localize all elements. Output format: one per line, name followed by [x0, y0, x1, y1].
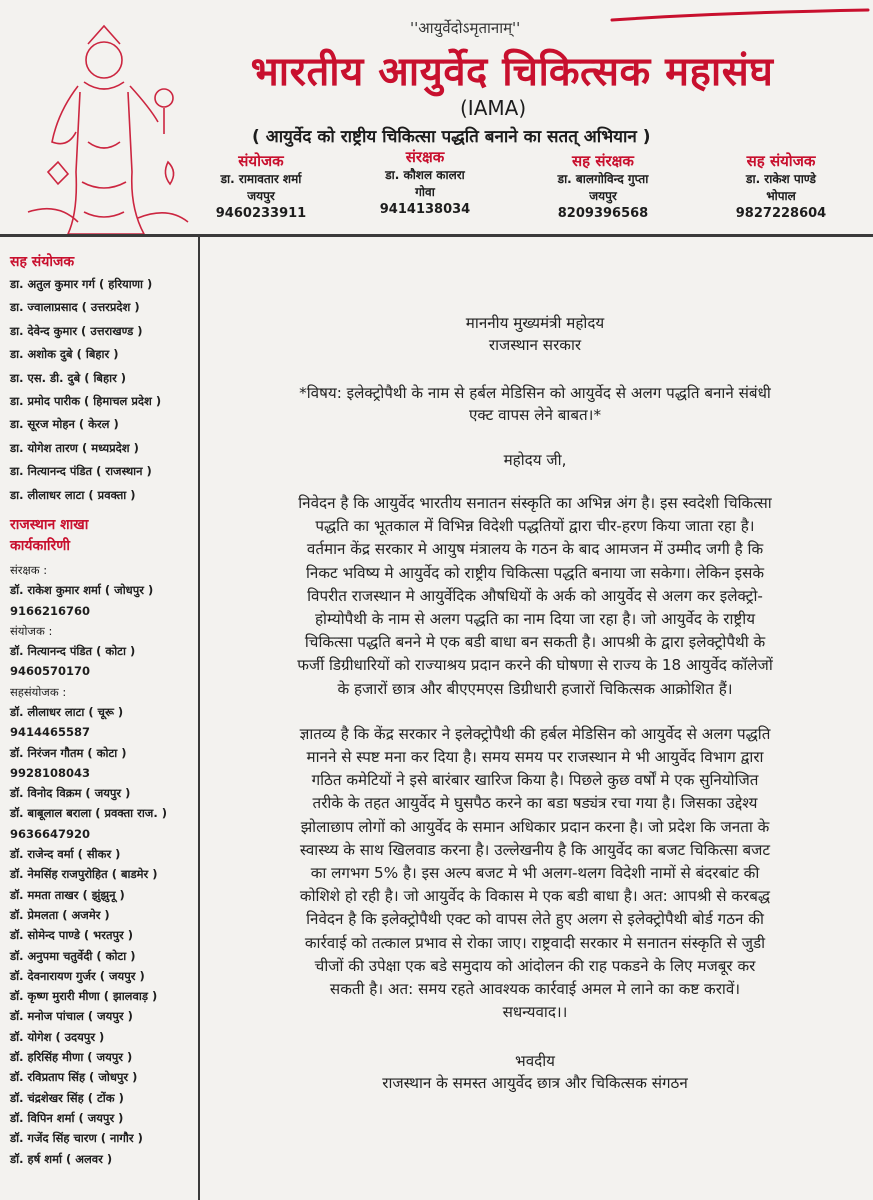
organization-title: भारतीय आयुर्वेद चिकित्सक महासंघ: [250, 49, 774, 95]
executive-member: डॉ. हर्ष शर्मा ( अलवर ): [10, 1151, 113, 1166]
organization-abbreviation: (IAMA): [460, 96, 527, 120]
officer-phone: 8209396568: [557, 206, 649, 221]
executive-member: 9166216760: [10, 603, 91, 618]
executive-member: 9460570170: [10, 664, 91, 679]
paragraph-line: सकती है। अत: समय रहते आवश्यक कार्रवाई अमल मे लाने का कष्ट करावें।: [329, 980, 741, 999]
executive-member: 9636647920: [10, 826, 91, 841]
co-convener-list: [10, 277, 196, 511]
paragraph-line: चीजों की उपेक्षा एक बडे समुदाय को आंदोलन की राह पकडने के लिए मजबूर कर: [314, 956, 756, 975]
officer-role: संरक्षक: [405, 148, 445, 166]
sidebar-divider: [198, 237, 200, 1200]
executive-role-label: संयोजक :: [10, 623, 53, 638]
paragraph-1: [205, 492, 865, 701]
thanks: सधन्यवाद।।: [502, 1003, 568, 1022]
officer-name: डा. रामावतार शर्मा: [220, 172, 302, 186]
co-convener-member: डा. प्रमोद पारीक ( हिमाचल प्रदेश ): [10, 393, 162, 408]
executive-member: डॉ. अनुपमा चतुर्वेदी ( कोटा ): [10, 948, 136, 963]
paragraph-line: निवेदन है कि आयुर्वेद भारतीय सनातन संस्कृति का अभिन्न अंग है। इस स्वदेशी चिकित्सा: [298, 494, 772, 512]
paragraph-line: निकट भविष्य मे आयुर्वेद को राष्ट्रीय चिकित्सा पद्धति बनाया जा सकेगा। लेकिन इसके: [305, 563, 765, 582]
salutation: महोदय जी,: [503, 451, 567, 469]
sidebar: [10, 252, 196, 1172]
executive-member: डॉ. प्रेमलता ( अजमेर ): [10, 907, 110, 922]
officer-name: डा. कौशल कालरा: [385, 168, 465, 182]
officer-convener: [186, 152, 336, 222]
executive-member: डॉ. नेमसिंह राजपुरोहित ( बाडमेर ): [10, 867, 158, 882]
officer-co-convener: [706, 152, 856, 222]
paragraph-line: कोशिशे हो रही है। जो आयुर्वेद के विकास मे एक बडी बाधा है। अत: आपश्री से करबद्ध: [299, 887, 771, 906]
executive-member: डॉ. निरंजन गौतम ( कोटा ): [10, 745, 127, 760]
executive-role-label: सहसंयोजक :: [10, 684, 67, 699]
letter-body: [205, 312, 865, 1094]
addressee: [205, 312, 865, 356]
paragraph-2: [205, 723, 865, 1001]
paragraph-line: का लगभग 5% है। इस अल्प बजट मे भी अलग-थलग विदेशी नामों से बंदरबांट की: [310, 864, 760, 883]
motto: ''आयुर्वेदोऽमृतानाम्'': [410, 19, 521, 37]
co-convener-member: डा. सूरज मोहन ( केरल ): [10, 417, 119, 432]
paragraph-line: निवेदन है कि इलेक्ट्रोपैथी एक्ट को वापस लेते हुए अलग से इलेक्ट्रोपैथी बोर्ड गठन की: [306, 910, 764, 929]
officer-role: सह संरक्षक: [572, 152, 634, 170]
executive-member: डॉ. विनोद विक्रम ( जयपुर ): [10, 786, 131, 801]
co-convener-member: डा. देवेन्द कुमार ( उत्तराखण्ड ): [10, 323, 143, 338]
co-convener-member: डा. एस. डी. दुबे ( बिहार ): [10, 370, 127, 385]
deity-illustration: [18, 22, 198, 238]
officer-city: गोवा: [415, 185, 435, 199]
officer-role: सह संयोजक: [746, 152, 816, 170]
co-convener-heading: सह संयोजक: [10, 254, 75, 270]
paragraph-line: फर्जी डिग्रीधारियों को राज्याश्रय प्रदान करने की घोषणा से राज्य के 18 आयुर्वेद कॉलेजों: [297, 656, 773, 675]
executive-list: [10, 563, 196, 1172]
co-convener-member: डा. नित्यानन्द पंडित ( राजस्थान ): [10, 464, 152, 479]
executive-member: डॉ. राजेन्द वर्मा ( सीकर ): [10, 847, 121, 862]
executive-member: डॉ. कृष्ण मुरारी मीणा ( झालवाड़ ): [10, 989, 158, 1004]
paragraph-line: वर्तमान केंद्र सरकार मे आयुष मंत्रालय के गठन के बाद आमजन में उम्मीद जगी है कि: [306, 540, 764, 559]
officer-city: भोपाल: [766, 189, 796, 203]
executive-member: डॉ. नित्यानन्द पंडित ( कोटा ): [10, 644, 136, 659]
paragraph-line: के हजारों छात्र और बीएएमएस डिग्रीधारी हजारों चिकित्सक आक्रोशित हैं।: [337, 679, 733, 698]
co-convener-member: डा. ज्वालाप्रसाद ( उत्तरप्रदेश ): [10, 300, 140, 315]
paragraph-line: चिकित्सा पद्धति बनने मे एक बडी बाधा बन सकती है। आपश्री के द्वारा इलेक्ट्रोपैथी के: [304, 633, 766, 652]
officer-city: जयपुर: [589, 189, 617, 203]
co-convener-member: डा. अशोक दुबे ( बिहार ): [10, 347, 119, 362]
header-divider: [0, 234, 873, 237]
executive-member: डॉ. देवनारायण गुर्जर ( जयपुर ): [10, 968, 145, 983]
officer-co-patron: [528, 152, 678, 222]
executive-member: डॉ. राकेश कुमार शर्मा ( जोधपुर ): [10, 583, 154, 598]
co-convener-member: डा. योगेश तारण ( मध्यप्रदेश ): [10, 440, 139, 455]
executive-member: डॉ. गजेंद सिंह चारण ( नागौर ): [10, 1131, 143, 1146]
executive-member: डॉ. मनोज पांचाल ( जयपुर ): [10, 1009, 133, 1024]
subject-line: *विषय: इलेक्ट्रोपैथी के नाम से हर्बल मेडिसिन को आयुर्वेद से अलग पद्धति बनाने संबंधी: [299, 384, 771, 402]
branch-heading: [10, 515, 196, 557]
officer-name: डा. राकेश पाण्डे: [746, 172, 816, 186]
co-convener-member: डा. लीलाधर लाटा ( प्रवक्ता ): [10, 487, 136, 502]
paragraph-line: मानने से स्पष्ट मना कर दिया है। समय समय पर राजस्थान मे भी आयुर्वेद विभाग द्वारा: [306, 748, 764, 767]
red-pen-mark: [610, 8, 870, 22]
addressee-line: माननीय मुख्यमंत्री महोदय: [465, 314, 605, 332]
executive-member: डॉ. ममता ताखर ( झुंझुनू ): [10, 887, 125, 902]
branch-heading-line: राजस्थान शाखा: [10, 516, 89, 533]
executive-member: डॉ. लीलाधर लाटा ( चूरू ): [10, 704, 124, 719]
addressee-line: राजस्थान सरकार: [488, 336, 582, 354]
signatory: राजस्थान के समस्त आयुर्वेद छात्र और चिकित्सक संगठन: [382, 1074, 688, 1093]
executive-role-label: संरक्षक :: [10, 562, 48, 577]
executive-member: डॉ. रविप्रताप सिंह ( जोधपुर ): [10, 1070, 138, 1085]
subject-line: एक्ट वापस लेने बाबत।*: [468, 406, 602, 424]
officer-phone: 9414138034: [379, 202, 471, 217]
officer-phone: 9827228604: [735, 206, 827, 221]
officer-phone: 9460233911: [215, 206, 307, 221]
subject: [205, 382, 865, 426]
executive-member: डॉ. चंद्रशेखर सिंह ( टोंक ): [10, 1090, 124, 1105]
organization-tagline: ( आयुर्वेद को राष्ट्रीय चिकित्सा पद्धति बनाने का सतत् अभियान ): [252, 127, 651, 147]
co-convener-member: डा. अतुल कुमार गर्ग ( हरियाणा ): [10, 277, 153, 291]
officer-patron: [350, 148, 500, 218]
executive-member: डॉ. विपिन शर्मा ( जयपुर ): [10, 1110, 124, 1125]
paragraph-line: ज्ञातव्य है कि केंद्र सरकार ने इलेक्ट्रोपैथी की हर्बल मेडिसिन को आयुर्वेद से अलग पद्धति: [299, 724, 771, 743]
closing: भवदीय: [515, 1052, 555, 1071]
paragraph-line: झोलाछाप लोगों को आयुर्वेद के समान अधिकार प्रदान करना है। जो प्रदेश कि जनता के: [300, 817, 770, 836]
executive-member: डॉ. योगेश ( उदयपुर ): [10, 1029, 105, 1044]
executive-member: डॉ. हरिसिंह मीणा ( जयपुर ): [10, 1050, 133, 1065]
executive-member: 9928108043: [10, 765, 91, 780]
executive-member: डॉ. बाबूलाल बराला ( प्रवक्ता राज. ): [10, 806, 167, 821]
paragraph-line: स्वास्थ्य के साथ खिलवाड करना है। उल्लेखनीय है कि आयुर्वेद का बजट चिकित्सा बजट: [299, 840, 771, 859]
paragraph-line: विपरीत राजस्थान मे आयुर्वेदिक औषधियों के अर्क को आयुर्वेद से अलग कर इलेक्ट्रो-: [307, 586, 763, 605]
officer-city: जयपुर: [247, 189, 275, 203]
paragraph-line: कार्रवाई को तत्काल प्रभाव से रोका जाए। राष्ट्रवादी सरकार मे सनातन संस्कृति से जुडी: [304, 933, 766, 952]
officer-name: डा. बालगोविन्द गुप्ता: [557, 172, 649, 186]
paragraph-line: तरीके के तहत आयुर्वेद मे घुसपैठ करने का बडा षड्यंत्र रचा गया है। जिसका उद्देश्य: [312, 794, 758, 813]
officer-role: संयोजक: [238, 152, 284, 170]
executive-member: डॉ. सोमेन्द पाण्डे ( भरतपुर ): [10, 928, 134, 943]
paragraph-line: होम्योपैथी के नाम से अलग पद्धति का नाम दिया जा रहा है। जो आयुर्वेद के राष्ट्रीय: [314, 610, 755, 629]
branch-heading-line: कार्यकारिणी: [10, 537, 70, 554]
executive-member: 9414465587: [10, 725, 91, 740]
paragraph-line: गठित कमेटियों ने इसे बारंबार खारिज किया है। पिछले कुछ वर्षों मे एक सुनियोजित: [311, 771, 759, 790]
paragraph-line: पद्धति का भूतकाल में विभिन्न विदेशी पद्धतियों द्वारा चीर-हरण किया जाता रहा है।: [315, 517, 755, 536]
signature-block: [205, 1050, 865, 1094]
